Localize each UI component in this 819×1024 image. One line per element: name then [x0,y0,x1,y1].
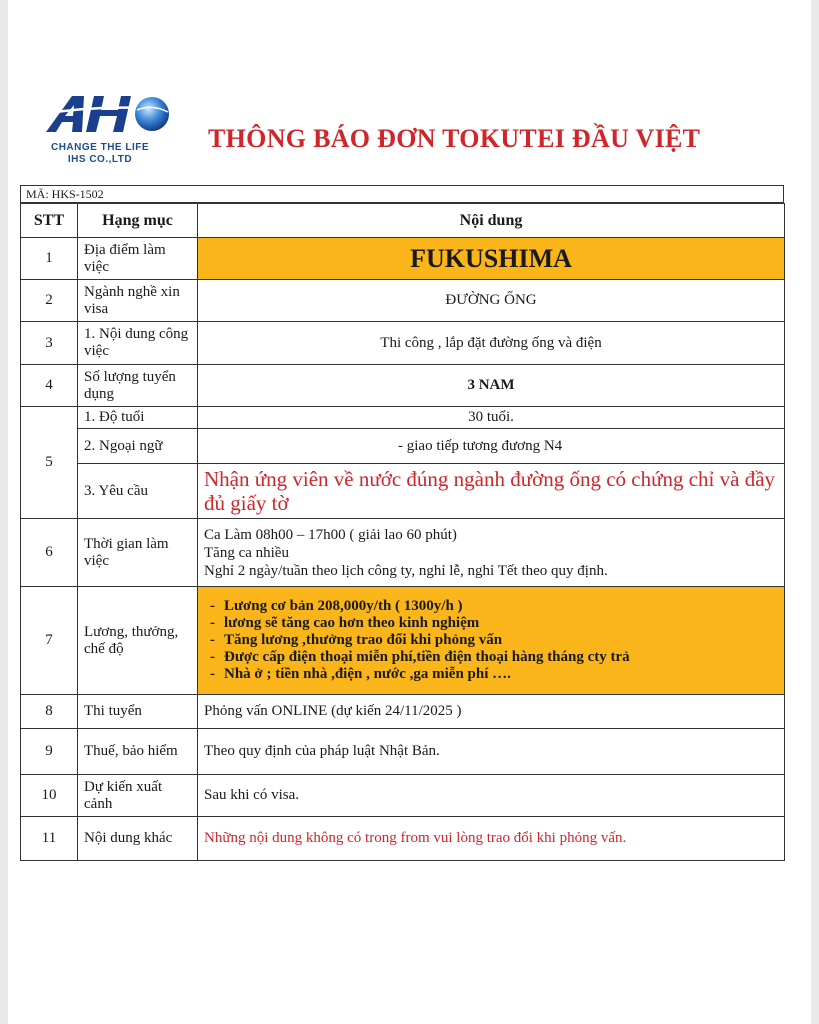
table-row [21,519,785,587]
other-notes-value: Những nội dung không có trong from vui lòng trao đổi khi phỏng vấn. [198,817,785,861]
table-row [21,729,785,775]
job-content-value: Thi công , lắp đặt đường ống và điện [198,322,785,365]
row-number: 1 [21,238,78,280]
logo-slogan: CHANGE THE LIFE [50,142,150,153]
document-code: MÃ: HKS-1502 [20,185,784,203]
list-item: - Tăng lương ,thưởng trao đổi khi phỏng vấn [224,632,778,649]
list-item: - Lương cơ bản 208,000y/th ( 1300y/h ) [224,598,778,615]
row-category: Thời gian làm việc [78,519,198,587]
departure-value: Sau khi có visa. [198,775,785,817]
row-number: 4 [21,365,78,407]
row-number: 9 [21,729,78,775]
row-category: Ngành nghề xin visa [78,280,198,322]
tax-insurance-value: Theo quy định của pháp luật Nhật Bản. [198,729,785,775]
table-row [21,817,785,861]
row-category: 1. Độ tuổi [78,407,198,429]
age-value: 30 tuổi. [198,407,785,429]
header-stt: STT [21,204,78,238]
table-row [21,365,785,407]
row-number: 10 [21,775,78,817]
job-info-table [20,203,785,861]
row-category: Số lượng tuyển dụng [78,365,198,407]
work-location-value: FUKUSHIMA [198,238,785,280]
list-item: - Nhà ở ; tiền nhà ,điện , nước ,ga miễn phí …. [224,666,778,683]
table-row [21,775,785,817]
shift-line: Ca Làm 08h00 – 17h00 ( giải lao 60 phút) [204,526,457,543]
row-category: 1. Nội dung công việc [78,322,198,365]
working-time-value [198,519,785,587]
requirement-value: Nhận ứng viên về nước đúng ngành đường ống có chứng chỉ và đầy đủ giấy tờ [198,464,785,519]
header-content: Nội dung [198,204,785,238]
table-row [21,464,785,519]
row-category: Lương, thưởng, chế độ [78,587,198,695]
overtime-line: Tăng ca nhiều [204,544,289,561]
language-value: - giao tiếp tương đương N4 [198,429,785,464]
row-number: 11 [21,817,78,861]
row-category: Dự kiến xuất cảnh [78,775,198,817]
ihs-logo-mark [42,92,170,140]
interview-value: Phỏng vấn ONLINE (dự kiến 24/11/2025 ) [198,695,785,729]
table-header-row [21,204,785,238]
row-number: 3 [21,322,78,365]
header-category: Hạng mục [78,204,198,238]
logo-company: IHS CO.,LTD [67,154,133,165]
list-item: - Được cấp điện thoại miễn phí,tiền điện thoại hàng tháng cty trả [224,649,778,666]
salary-benefits-value [198,587,785,695]
row-category: Thi tuyển [78,695,198,729]
row-category: Nội dung khác [78,817,198,861]
table-row [21,407,785,429]
table-row [21,695,785,729]
row-number: 7 [21,587,78,695]
row-category: Thuế, bảo hiểm [78,729,198,775]
page-title: THÔNG BÁO ĐƠN TOKUTEI ĐẦU VIỆT [208,124,701,153]
table-row [21,322,785,365]
visa-field-value: ĐƯỜNG ỐNG [198,280,785,322]
table-row [21,429,785,464]
table-row [21,587,785,695]
row-number: 8 [21,695,78,729]
company-logo [36,92,176,168]
row-category: 2. Ngoại ngữ [78,429,198,464]
row-category: Địa điểm làm việc [78,238,198,280]
holiday-line: Nghỉ 2 ngày/tuần theo lịch công ty, nghỉ lễ, nghỉ Tết theo quy định. [204,562,608,579]
list-item: - lương sẽ tăng cao hơn theo kinh nghiệm [224,615,778,632]
table-row [21,280,785,322]
table-row [21,238,785,280]
row-number: 5 [21,407,78,519]
row-number: 2 [21,280,78,322]
row-category: 3. Yêu cầu [78,464,198,519]
benefits-list [204,598,778,683]
row-number: 6 [21,519,78,587]
recruit-count-value: 3 NAM [198,365,785,407]
